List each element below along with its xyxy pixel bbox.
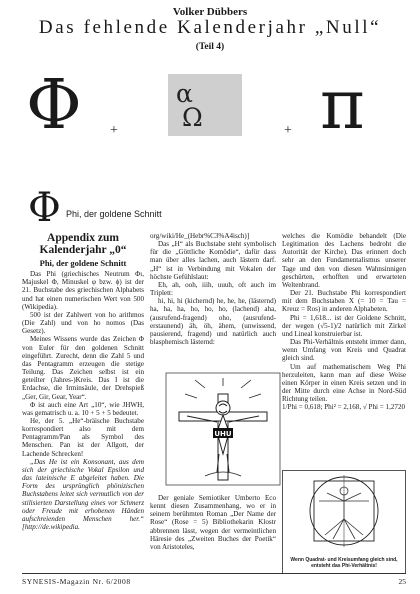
paragraph: hi, hi, hi (kichernd) he, he, he, (lästernd) ha, ha, ha, ho, ho, ho, (lachend) aha, (ausrufend-fragend) oho, (ausrufend-erstaunend) äh, öh, ähem, (unwissend, pausierend, fragend) und natürlich auch blasphemisch lästernd: [150,297,276,347]
article-part: (Teil 4) [195,42,225,52]
paragraph: Um auf mathematischem Weg Phi herzuleiten, kann man auf diese Weise einen Körper in einen Kreis setzen und in der Mitte durch eine Achse in Nord-Süd Richtung teilen. [282,362,406,404]
magazine-issue: SYNESIS-Magazin Nr. 6/2008 [22,577,131,586]
author-name: Volker Dübbers [172,6,248,18]
paragraph: Das „H“ als Buchstabe steht symbolisch für die „Göttliche Komödie“, dafür dass man über alles lachen, auch lästern darf. „H“ ist in Verbindung mit Vokalen der höchste Gefühlslaut: [150,240,276,281]
paragraph: Der 21. Buchstabe Phi korrespondiert mit dem Buchstaben X (= 10 = Tau = Kreuz = Ros) in anderen Alphabeten. [282,289,406,314]
circle-square-figure [282,470,406,574]
footer-rule [22,573,406,574]
paragraph: org/wiki/He_(Hebr%C3%A4isch)] [150,232,250,240]
quote-paragraph: „Das He ist ein Konsonant, aus dem sich der griechische Vokal Epsilon und das lateinische E abgeleitet haben. Die Form des ursprünglich phönizischen Buchstabens leitet sich vermutlich von der stilisierten Darstellung eines vor Schmerz oder Freude mit erhobenen Händen aufschreienden Menschen her.“ [http://de.wikipedia. [22,457,144,531]
paragraph: 1/Phi = 0,618; Phi² = 2,168, √ Phi = 1,2720 [282,403,406,412]
paragraph: Eh, ah, ooh, iiih, uuuh, oft auch im Triplett: [150,280,276,298]
paragraph: Das Phi (griechisches Neutrum Φι, Majuskel Φ, Minuskel φ bzw. ϕ) ist der 21. Buchstabe des griechischen Alphabets und hat einen numerischen Wert von 500 (Wikipedia). [22,270,144,311]
crucifix-cartoon [165,372,281,486]
figure-caption: Wenn Quadrat- und Kreisumfang gleich sind, entsteht das Phi-Verhältnis! [290,557,398,569]
paragraph: Meines Wissens wurde das Zeichen Φ von Euler für den goldenen Schnitt eingeführt. Zurecht, denn die Zahl 5 und das Pentagramm erzeugen die stetige Teilung. Das Zeichen selbst ist ein geteilter (Jahres-)Kreis. Das I ist die Erdachse, die Irminsäule, der Drehspieß „Ger, Gir, Gear, Year“. [22,335,144,401]
cartoon-label: UHU [214,430,232,438]
alpha-symbol: α [176,79,193,108]
appendix-subheading: Phi, der goldene Schnitt [39,258,127,268]
text-column-2-lower [150,494,276,551]
paragraph: Der geniale Semiotiker Umberto Eco kennt diesen Zusammenhang, wo er in seinem berühmten Roman „Der Name der Rose“ (Rose = 5) Bibliothekarin Klostr abbrennen lässt, wegen der vermeintlichen Häresie des „Zweiten Buches der Poetik“ von Aristoteles, [150,494,276,551]
article-title: Das fehlende Kalenderjahr „Null“ [38,17,382,38]
text-column-1 [22,232,144,531]
paragraph: welches die Komödie behandelt (Die Legitimation des Lachens bedroht die Autorität der Kirche). Das erinnert doch sehr an den Fundamentalismus unserer Tage und den von diesen Wahnsinnigen geschürten, erhofften und erwarteten Weltenbrand. [282,232,406,289]
paragraph: He, der 5. „He“-bräische Buchstabe korrespondiert also mit dem Pentagramm/Pan als Symbol des Menschen. Pan ist der Allgott, der Lachende Schrecken! [22,416,144,458]
appendix-heading: Appendix zum Kalenderjahr „0“ [39,232,127,256]
omega-symbol: Ω [182,103,203,132]
paragraph: Phi = 1,618... ist der Goldene Schnitt, der wegen (√5-1)/2 natürlich mit Zirkel und Lineal konstruierbar ist. [282,313,406,338]
page-number: 25 [398,577,406,586]
pi-symbol: π [320,66,365,145]
plus-sign: + [284,123,292,138]
text-column-2 [150,232,276,346]
paragraph: Φ ist auch eine Art „10“, wie JHWH, was gematrisch u. a. 10 + 5 + 5 bedeutet. [22,400,144,417]
vitruvian-diagram [283,471,405,551]
text-column-3 [282,232,406,411]
phi-symbol-small: Φ [28,185,61,231]
phi-caption: Phi, der goldene Schnitt [66,209,162,219]
phi-symbol-large: Φ [26,66,82,145]
paragraph: Das Phi-Verhältnis entsteht immer dann, wenn Umfang von Kreis und Quadrat gleich sind. [282,338,406,363]
plus-sign: + [110,123,118,138]
paragraph: 500 ist der Zahlwert von ho arithmos (Die Zahl) und von ho nomos (Das Gesetz). [22,310,144,336]
alpha-omega-symbols [176,79,203,132]
